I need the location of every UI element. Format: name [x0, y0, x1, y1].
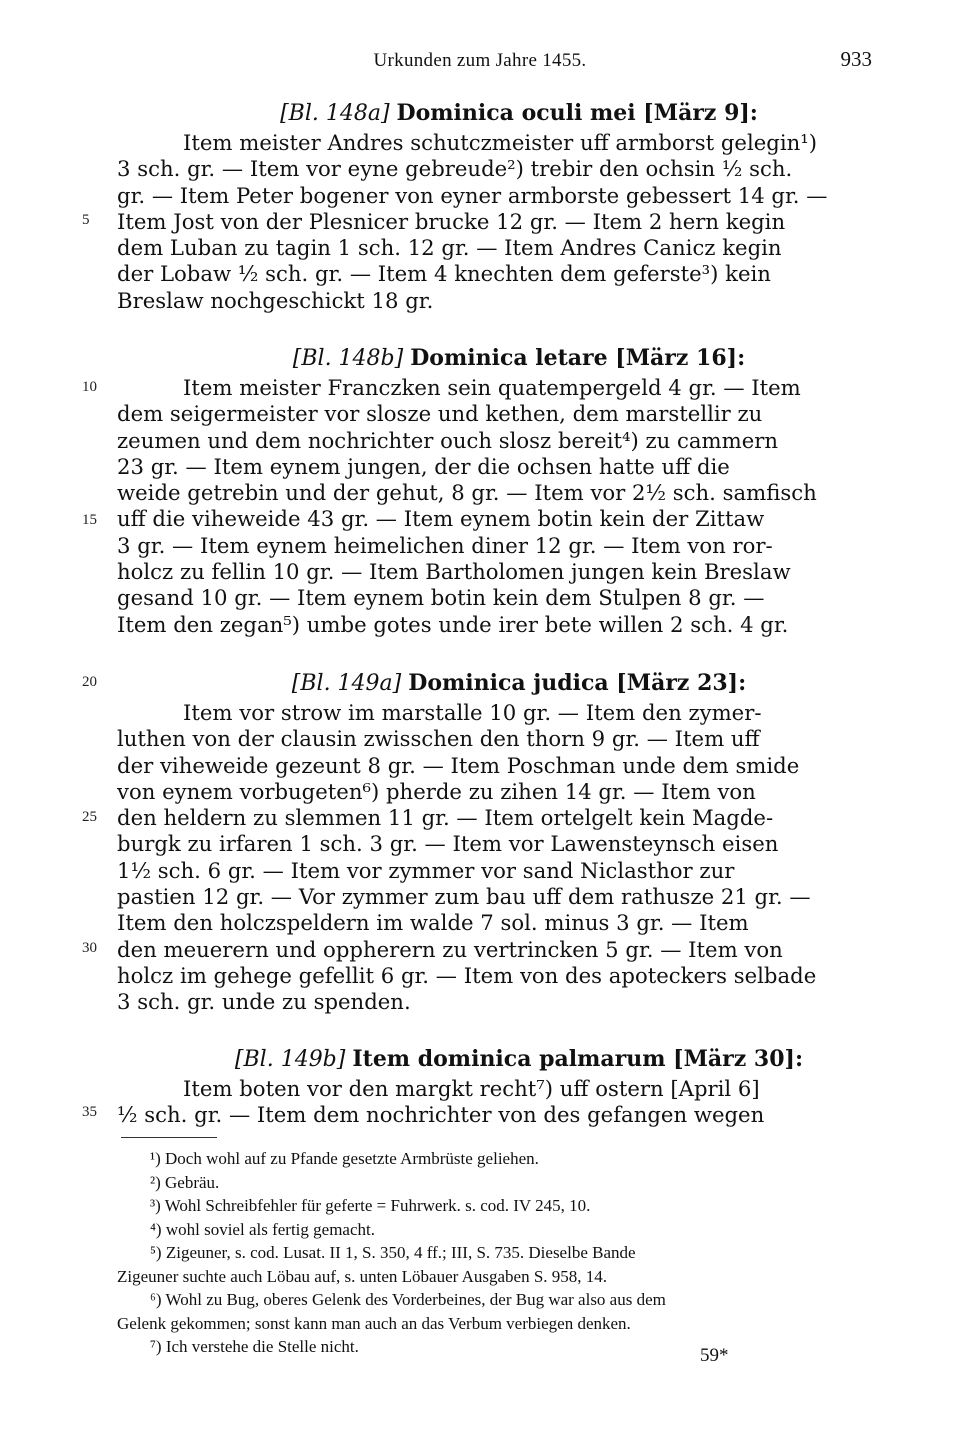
- line-number: 25: [82, 809, 97, 825]
- footnote: ⁷) Ich verstehe die Stelle nicht.: [150, 1337, 359, 1356]
- running-title: Urkunden zum Jahre 1455.: [373, 50, 587, 71]
- folio-reference: [Bl. 149a]: [291, 671, 402, 696]
- footnote-continuation: Zigeuner suchte auch Löbau auf, s. unten Löbauer Ausgaben S. 958, 14.: [117, 1266, 608, 1286]
- text-line: 3 gr. — Item eynem heimelichen diner 12 gr. — Item von ror-: [117, 532, 773, 558]
- section-heading: [161, 342, 877, 375]
- text-line: gr. — Item Peter bogener von eyner armborste gebessert 14 gr. —: [117, 182, 828, 208]
- section-title: Dominica judica [März 23]:: [408, 670, 747, 696]
- text-line: 3 sch. gr. — Item vor eyne gebreude²) trebir den ochsin ½ sch.: [117, 156, 793, 182]
- section-title: Item dominica palmarum [März 30]:: [352, 1046, 804, 1072]
- line-number: 5: [82, 212, 90, 228]
- section-body: [117, 1076, 877, 1129]
- text-line: Item boten vor den margkt recht⁷) uff ostern [April 6]: [183, 1076, 760, 1101]
- text-line: uff die viheweide 43 gr. — Item eynem botin kein der Zittaw: [117, 506, 765, 532]
- footnote: ⁴) wohl soviel als fertig gemacht.: [150, 1219, 375, 1239]
- text-line: der Lobaw ½ sch. gr. — Item 4 knechten dem geferste³) kein: [117, 261, 771, 287]
- text-line: holcz im gehege gefellit 6 gr. — Item von des apoteckers selbade: [117, 962, 817, 988]
- line-number: 10: [82, 379, 97, 395]
- text-line: holcz zu fellin 10 gr. — Item Bartholomen jungen kein Breslaw: [117, 559, 791, 585]
- footnote: ¹) Doch wohl auf zu Pfande gesetzte Armbrüste geliehen.: [150, 1149, 539, 1168]
- text-line: Item meister Andres schutczmeister uff armborst gelegin¹): [183, 130, 818, 155]
- text-line: dem Luban zu tagin 1 sch. 12 gr. — Item Andres Canicz kegin: [117, 235, 782, 261]
- section-title: Dominica oculi mei [März 9]:: [396, 100, 758, 126]
- footnote-separator: [121, 1137, 217, 1138]
- text-line: pastien 12 gr. — Vor zymmer zum bau uff dem rathusze 21 gr. —: [117, 884, 811, 910]
- text-line: dem seigermeister vor slosze und kethen, dem marstellir zu: [117, 401, 763, 427]
- section-heading: [161, 667, 877, 700]
- line-number: 35: [82, 1104, 97, 1120]
- folio-reference: [Bl. 148b]: [292, 346, 404, 371]
- text-line: der viheweide gezeunt 8 gr. — Item Poschman unde dem smide: [117, 752, 800, 778]
- signature-mark: 59*: [700, 1345, 729, 1366]
- text-line: burgk zu irfaren 1 sch. 3 gr. — Item vor Lawensteynsch eisen: [117, 831, 779, 857]
- folio-reference: [Bl. 148a]: [280, 101, 390, 126]
- text-line: den meuerern und oppherern zu vertrincken 5 gr. — Item von: [117, 936, 783, 962]
- footnote: ²) Gebräu.: [150, 1172, 220, 1192]
- section-letare: [117, 342, 877, 638]
- text-line: gesand 10 gr. — Item eynem botin kein dem Stulpen 8 gr. —: [117, 585, 765, 611]
- folio-reference: [Bl. 149b]: [234, 1047, 346, 1072]
- text-line: Breslaw nochgeschickt 18 gr.: [117, 287, 434, 313]
- footnote-continuation: Gelenk gekommen; sonst kann man auch an das Verbum verbiegen denken.: [117, 1313, 631, 1333]
- section-body: [117, 700, 877, 1016]
- section-palmarum: [117, 1043, 877, 1129]
- text-line: Item vor strow im marstalle 10 gr. — Item den zymer-: [183, 700, 762, 725]
- text-line: den heldern zu slemmen 11 gr. — Item ortelgelt kein Magde-: [117, 805, 774, 831]
- text-line: von eynem vorbugeten⁶) pherde zu zihen 14 gr. — Item von: [117, 778, 756, 804]
- line-number: 30: [82, 940, 97, 956]
- text-line: weide getrebin und der gehut, 8 gr. — Item vor 2½ sch. samfisch: [117, 480, 817, 506]
- text-line: 3 sch. gr. unde zu spenden.: [117, 989, 411, 1015]
- section-title: Dominica letare [März 16]:: [410, 345, 746, 371]
- text-line: Item den zegan⁵) umbe gotes unde irer bete willen 2 sch. 4 gr.: [117, 611, 789, 637]
- section-body: [117, 130, 877, 314]
- text-line: Item den holczspeldern im walde 7 sol. minus 3 gr. — Item: [117, 910, 749, 936]
- running-head: [0, 44, 960, 84]
- text-line: luthen von der clausin zwisschen den thorn 9 gr. — Item uff: [117, 726, 760, 752]
- section-body: [117, 375, 877, 638]
- page-number: 933: [840, 47, 872, 71]
- text-line: ½ sch. gr. — Item dem nochrichter von des gefangen wegen: [117, 1102, 765, 1128]
- footnote: ⁶) Wohl zu Bug, oberes Gelenk des Vorderbeines, der Bug war also aus dem: [150, 1290, 666, 1309]
- text-line: 1½ sch. 6 gr. — Item vor zymmer vor sand Niclasthor zur: [117, 857, 735, 883]
- text-line: Item meister Franczken sein quatempergeld 4 gr. — Item: [183, 375, 801, 400]
- footnote: ⁵) Zigeuner, s. cod. Lusat. II 1, S. 350, 4 ff.; III, S. 735. Dieselbe Bande: [150, 1243, 636, 1262]
- section-heading: [161, 97, 877, 130]
- section-oculi: [117, 97, 877, 314]
- text-line: Item Jost von der Plesnicer brucke 12 gr. — Item 2 hern kegin: [117, 208, 786, 234]
- line-number: 15: [82, 512, 97, 528]
- text-line: zeumen und dem nochrichter ouch slosz bereit⁴) zu cammern: [117, 427, 779, 453]
- footnote: ³) Wohl Schreibfehler für geferte = Fuhrwerk. s. cod. IV 245, 10.: [150, 1196, 591, 1215]
- section-judica: [117, 667, 877, 1016]
- section-heading: [161, 1043, 877, 1076]
- text-line: 23 gr. — Item eynem jungen, der die ochsen hatte uff die: [117, 453, 730, 479]
- footnotes: [117, 1147, 880, 1359]
- line-number: 20: [82, 674, 97, 690]
